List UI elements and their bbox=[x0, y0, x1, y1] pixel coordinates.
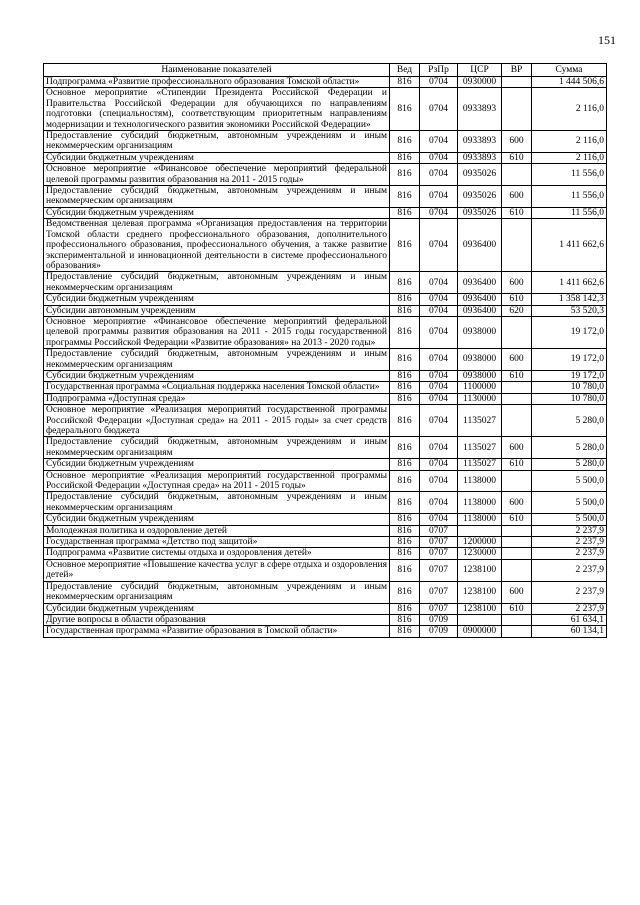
cell-rzpr: 0704 bbox=[420, 152, 458, 163]
cell-sum: 2 116,0 bbox=[532, 152, 607, 163]
cell-vr: 600 bbox=[502, 437, 532, 459]
table-header-row bbox=[44, 64, 607, 77]
cell-name: Предоставление субсидий бюджетным, автономным учреждениям и иным некоммерческим организациям bbox=[44, 492, 390, 514]
cell-ved: 816 bbox=[390, 207, 420, 218]
cell-vr: 610 bbox=[502, 152, 532, 163]
cell-csr: 0938000 bbox=[458, 370, 502, 381]
cell-csr: 1135027 bbox=[458, 437, 502, 459]
cell-csr: 0935026 bbox=[458, 186, 502, 208]
cell-sum: 19 172,0 bbox=[532, 349, 607, 371]
cell-vr bbox=[502, 219, 532, 272]
cell-rzpr: 0704 bbox=[420, 470, 458, 492]
cell-name: Субсидии бюджетным учреждениям bbox=[44, 514, 390, 525]
cell-sum: 19 172,0 bbox=[532, 370, 607, 381]
cell-sum: 1 444 506,6 bbox=[532, 77, 607, 88]
cell-sum: 60 134,1 bbox=[532, 626, 607, 637]
cell-rzpr: 0704 bbox=[420, 207, 458, 218]
cell-rzpr: 0704 bbox=[420, 370, 458, 381]
cell-sum: 5 500,0 bbox=[532, 470, 607, 492]
table-row bbox=[44, 548, 607, 559]
cell-vr bbox=[502, 164, 532, 186]
cell-name: Субсидии бюджетным учреждениям bbox=[44, 152, 390, 163]
cell-vr: 610 bbox=[502, 370, 532, 381]
cell-csr: 0938000 bbox=[458, 316, 502, 348]
cell-sum: 1 411 662,6 bbox=[532, 219, 607, 272]
cell-ved: 816 bbox=[390, 88, 420, 131]
cell-sum: 11 556,0 bbox=[532, 164, 607, 186]
cell-sum: 19 172,0 bbox=[532, 316, 607, 348]
cell-csr: 0933893 bbox=[458, 88, 502, 131]
cell-rzpr: 0704 bbox=[420, 219, 458, 272]
table-row bbox=[44, 219, 607, 272]
cell-csr: 0900000 bbox=[458, 626, 502, 637]
cell-sum: 1 358 142,3 bbox=[532, 294, 607, 305]
cell-ved: 816 bbox=[390, 614, 420, 625]
cell-rzpr: 0704 bbox=[420, 186, 458, 208]
cell-sum: 2 237,9 bbox=[532, 537, 607, 548]
cell-ved: 816 bbox=[390, 437, 420, 459]
cell-name: Подпрограмма «Доступная среда» bbox=[44, 393, 390, 404]
cell-csr: 0933893 bbox=[458, 152, 502, 163]
cell-rzpr: 0704 bbox=[420, 514, 458, 525]
table-row bbox=[44, 305, 607, 316]
cell-rzpr: 0709 bbox=[420, 626, 458, 637]
cell-csr: 0936400 bbox=[458, 219, 502, 272]
table-row bbox=[44, 370, 607, 381]
cell-name: Предоставление субсидий бюджетным, автономным учреждениям и иным некоммерческим организациям bbox=[44, 581, 390, 603]
cell-vr bbox=[502, 525, 532, 536]
cell-rzpr: 0707 bbox=[420, 603, 458, 614]
cell-ved: 816 bbox=[390, 305, 420, 316]
cell-name: Субсидии бюджетным учреждениям bbox=[44, 370, 390, 381]
cell-ved: 816 bbox=[390, 382, 420, 393]
table-row bbox=[44, 514, 607, 525]
cell-sum: 11 556,0 bbox=[532, 207, 607, 218]
table-row bbox=[44, 382, 607, 393]
cell-csr: 1100000 bbox=[458, 382, 502, 393]
cell-name: Государственная программа «Детство под защитой» bbox=[44, 537, 390, 548]
cell-csr bbox=[458, 525, 502, 536]
cell-name: Предоставление субсидий бюджетным, автономным учреждениям и иным некоммерческим организациям bbox=[44, 272, 390, 294]
cell-sum: 2 116,0 bbox=[532, 88, 607, 131]
cell-sum: 2 237,9 bbox=[532, 525, 607, 536]
cell-name: Государственная программа «Социальная поддержка населения Томской области» bbox=[44, 382, 390, 393]
cell-rzpr: 0707 bbox=[420, 537, 458, 548]
cell-ved: 816 bbox=[390, 626, 420, 637]
cell-vr: 600 bbox=[502, 272, 532, 294]
cell-vr bbox=[502, 614, 532, 625]
cell-vr bbox=[502, 537, 532, 548]
cell-rzpr: 0704 bbox=[420, 382, 458, 393]
cell-ved: 816 bbox=[390, 131, 420, 153]
cell-rzpr: 0704 bbox=[420, 88, 458, 131]
cell-rzpr: 0704 bbox=[420, 305, 458, 316]
cell-name: Подпрограмма «Развитие профессионального образования Томской области» bbox=[44, 77, 390, 88]
cell-sum: 61 634,1 bbox=[532, 614, 607, 625]
cell-vr: 600 bbox=[502, 186, 532, 208]
cell-vr: 610 bbox=[502, 207, 532, 218]
cell-ved: 816 bbox=[390, 514, 420, 525]
cell-vr: 610 bbox=[502, 514, 532, 525]
cell-vr bbox=[502, 548, 532, 559]
cell-vr: 600 bbox=[502, 349, 532, 371]
table-row bbox=[44, 207, 607, 218]
cell-csr: 1130000 bbox=[458, 393, 502, 404]
cell-rzpr: 0707 bbox=[420, 581, 458, 603]
cell-csr: 1238100 bbox=[458, 603, 502, 614]
cell-sum: 5 280,0 bbox=[532, 437, 607, 459]
header-ved: Вед bbox=[390, 64, 420, 77]
cell-csr: 0936400 bbox=[458, 294, 502, 305]
cell-rzpr: 0704 bbox=[420, 405, 458, 437]
table-row bbox=[44, 316, 607, 348]
cell-ved: 816 bbox=[390, 559, 420, 581]
header-sum: Сумма bbox=[532, 64, 607, 77]
cell-ved: 816 bbox=[390, 186, 420, 208]
table-row bbox=[44, 272, 607, 294]
cell-name: Субсидии бюджетным учреждениям bbox=[44, 603, 390, 614]
table-row bbox=[44, 131, 607, 153]
cell-rzpr: 0704 bbox=[420, 393, 458, 404]
cell-sum: 2 237,9 bbox=[532, 581, 607, 603]
cell-sum: 10 780,0 bbox=[532, 393, 607, 404]
cell-ved: 816 bbox=[390, 581, 420, 603]
cell-ved: 816 bbox=[390, 272, 420, 294]
cell-name: Государственная программа «Развитие образования в Томской области» bbox=[44, 626, 390, 637]
cell-ved: 816 bbox=[390, 537, 420, 548]
cell-name: Подпрограмма «Развитие системы отдыха и оздоровления детей» bbox=[44, 548, 390, 559]
header-rzpr: РзПр bbox=[420, 64, 458, 77]
cell-csr: 0930000 bbox=[458, 77, 502, 88]
cell-rzpr: 0709 bbox=[420, 614, 458, 625]
cell-ved: 816 bbox=[390, 492, 420, 514]
table-row bbox=[44, 186, 607, 208]
table-row bbox=[44, 88, 607, 131]
table-row bbox=[44, 626, 607, 637]
cell-rzpr: 0707 bbox=[420, 548, 458, 559]
table-row bbox=[44, 537, 607, 548]
cell-rzpr: 0704 bbox=[420, 164, 458, 186]
cell-sum: 53 520,3 bbox=[532, 305, 607, 316]
cell-ved: 816 bbox=[390, 77, 420, 88]
cell-ved: 816 bbox=[390, 525, 420, 536]
cell-csr: 1135027 bbox=[458, 405, 502, 437]
cell-rzpr: 0704 bbox=[420, 272, 458, 294]
cell-ved: 816 bbox=[390, 459, 420, 470]
table-row bbox=[44, 614, 607, 625]
cell-sum: 10 780,0 bbox=[532, 382, 607, 393]
table-row bbox=[44, 459, 607, 470]
table-row bbox=[44, 405, 607, 437]
cell-name: Основное мероприятие «Финансовое обеспечение мероприятий федеральной целевой программы развития образования на 2011 - 2015 годы» bbox=[44, 164, 390, 186]
cell-sum: 5 280,0 bbox=[532, 459, 607, 470]
cell-csr: 1238100 bbox=[458, 581, 502, 603]
header-csr: ЦСР bbox=[458, 64, 502, 77]
cell-vr bbox=[502, 470, 532, 492]
table-row bbox=[44, 603, 607, 614]
cell-rzpr: 0704 bbox=[420, 349, 458, 371]
cell-ved: 816 bbox=[390, 405, 420, 437]
table-row bbox=[44, 581, 607, 603]
cell-rzpr: 0704 bbox=[420, 459, 458, 470]
cell-vr bbox=[502, 382, 532, 393]
cell-csr: 1138000 bbox=[458, 514, 502, 525]
cell-name: Субсидии бюджетным учреждениям bbox=[44, 207, 390, 218]
cell-name: Основное мероприятие «Повышение качества услуг в сфере отдыха и оздоровления детей» bbox=[44, 559, 390, 581]
cell-name: Предоставление субсидий бюджетным, автономным учреждениям и иным некоммерческим организациям bbox=[44, 186, 390, 208]
cell-sum: 2 237,9 bbox=[532, 603, 607, 614]
cell-sum: 2 237,9 bbox=[532, 559, 607, 581]
cell-name: Субсидии бюджетным учреждениям bbox=[44, 459, 390, 470]
cell-sum: 5 280,0 bbox=[532, 405, 607, 437]
table-row bbox=[44, 393, 607, 404]
table-row bbox=[44, 152, 607, 163]
cell-rzpr: 0704 bbox=[420, 316, 458, 348]
cell-name: Предоставление субсидий бюджетным, автономным учреждениям и иным некоммерческим организациям bbox=[44, 437, 390, 459]
cell-vr: 600 bbox=[502, 131, 532, 153]
cell-csr: 0935026 bbox=[458, 207, 502, 218]
cell-vr bbox=[502, 77, 532, 88]
cell-name: Субсидии бюджетным учреждениям bbox=[44, 294, 390, 305]
header-name: Наименование показателей bbox=[44, 64, 390, 77]
cell-vr bbox=[502, 559, 532, 581]
cell-sum: 2 116,0 bbox=[532, 131, 607, 153]
cell-vr: 610 bbox=[502, 294, 532, 305]
table-row bbox=[44, 470, 607, 492]
cell-vr bbox=[502, 316, 532, 348]
table-row bbox=[44, 349, 607, 371]
cell-csr: 0933893 bbox=[458, 131, 502, 153]
cell-csr: 1138000 bbox=[458, 492, 502, 514]
cell-rzpr: 0707 bbox=[420, 559, 458, 581]
cell-csr: 0938000 bbox=[458, 349, 502, 371]
cell-vr: 600 bbox=[502, 492, 532, 514]
cell-rzpr: 0704 bbox=[420, 77, 458, 88]
table-row bbox=[44, 437, 607, 459]
cell-rzpr: 0704 bbox=[420, 437, 458, 459]
cell-rzpr: 0704 bbox=[420, 131, 458, 153]
cell-ved: 816 bbox=[390, 349, 420, 371]
cell-csr: 1200000 bbox=[458, 537, 502, 548]
cell-vr: 600 bbox=[502, 581, 532, 603]
cell-name: Другие вопросы в области образования bbox=[44, 614, 390, 625]
header-vr: ВР bbox=[502, 64, 532, 77]
cell-ved: 816 bbox=[390, 548, 420, 559]
cell-sum: 11 556,0 bbox=[532, 186, 607, 208]
cell-vr bbox=[502, 88, 532, 131]
cell-sum: 2 237,9 bbox=[532, 548, 607, 559]
table-row bbox=[44, 559, 607, 581]
table-row bbox=[44, 492, 607, 514]
cell-csr: 0936400 bbox=[458, 305, 502, 316]
cell-ved: 816 bbox=[390, 370, 420, 381]
cell-csr: 1230000 bbox=[458, 548, 502, 559]
cell-name: Основное мероприятие «Финансовое обеспечение мероприятий федеральной целевой программы развития образования на 2011 - 2015 годы государственной программы Российской Федерации «Развитие образования» на 2013 - 2020 годы» bbox=[44, 316, 390, 348]
cell-name: Субсидии автономным учреждениям bbox=[44, 305, 390, 316]
cell-ved: 816 bbox=[390, 603, 420, 614]
cell-ved: 816 bbox=[390, 152, 420, 163]
cell-name: Предоставление субсидий бюджетным, автономным учреждениям и иным некоммерческим организациям bbox=[44, 131, 390, 153]
cell-sum: 5 500,0 bbox=[532, 514, 607, 525]
cell-ved: 816 bbox=[390, 316, 420, 348]
cell-vr bbox=[502, 393, 532, 404]
cell-csr: 1238100 bbox=[458, 559, 502, 581]
cell-name: Основное мероприятие «Стипендии Президента Российской Федерации и Правительства Российской Федерации для обучающихся по направлениям подготовки (специальностям), соответствующим приоритетным направлениям модернизации и технологического развития экономики Российской Федерации» bbox=[44, 88, 390, 131]
cell-vr: 610 bbox=[502, 459, 532, 470]
table-row bbox=[44, 294, 607, 305]
cell-vr: 610 bbox=[502, 603, 532, 614]
cell-vr: 620 bbox=[502, 305, 532, 316]
table-row bbox=[44, 77, 607, 88]
cell-rzpr: 0707 bbox=[420, 525, 458, 536]
cell-vr bbox=[502, 626, 532, 637]
cell-name: Ведомственная целевая программа «Организация предоставления на территории Томской области среднего профессионального образования, дополнительного профессионального образования, профессионального обучения, а также развитие экспериментальной и инновационной деятельности в системе профессионального образования» bbox=[44, 219, 390, 272]
table-row bbox=[44, 525, 607, 536]
table-row bbox=[44, 164, 607, 186]
cell-ved: 816 bbox=[390, 393, 420, 404]
cell-name: Молодежная политика и оздоровление детей bbox=[44, 525, 390, 536]
cell-name: Основное мероприятие «Реализация мероприятий государственной программы Российской Федерации «Доступная среда» на 2011 - 2015 годы» bbox=[44, 470, 390, 492]
page-number: 151 bbox=[598, 33, 616, 47]
cell-sum: 5 500,0 bbox=[532, 492, 607, 514]
cell-ved: 816 bbox=[390, 164, 420, 186]
cell-ved: 816 bbox=[390, 294, 420, 305]
cell-csr bbox=[458, 614, 502, 625]
cell-csr: 0936400 bbox=[458, 272, 502, 294]
cell-name: Основное мероприятие «Реализация мероприятий государственной программы Российской Федерации «Доступная среда» на 2011 - 2015 годы» за счет средств федерального бюджета bbox=[44, 405, 390, 437]
cell-rzpr: 0704 bbox=[420, 492, 458, 514]
cell-name: Предоставление субсидий бюджетным, автономным учреждениям и иным некоммерческим организациям bbox=[44, 349, 390, 371]
cell-rzpr: 0704 bbox=[420, 294, 458, 305]
cell-ved: 816 bbox=[390, 219, 420, 272]
budget-table bbox=[43, 63, 607, 638]
cell-csr: 0935026 bbox=[458, 164, 502, 186]
cell-vr bbox=[502, 405, 532, 437]
cell-sum: 1 411 662,6 bbox=[532, 272, 607, 294]
cell-csr: 1135027 bbox=[458, 459, 502, 470]
cell-csr: 1138000 bbox=[458, 470, 502, 492]
cell-ved: 816 bbox=[390, 470, 420, 492]
